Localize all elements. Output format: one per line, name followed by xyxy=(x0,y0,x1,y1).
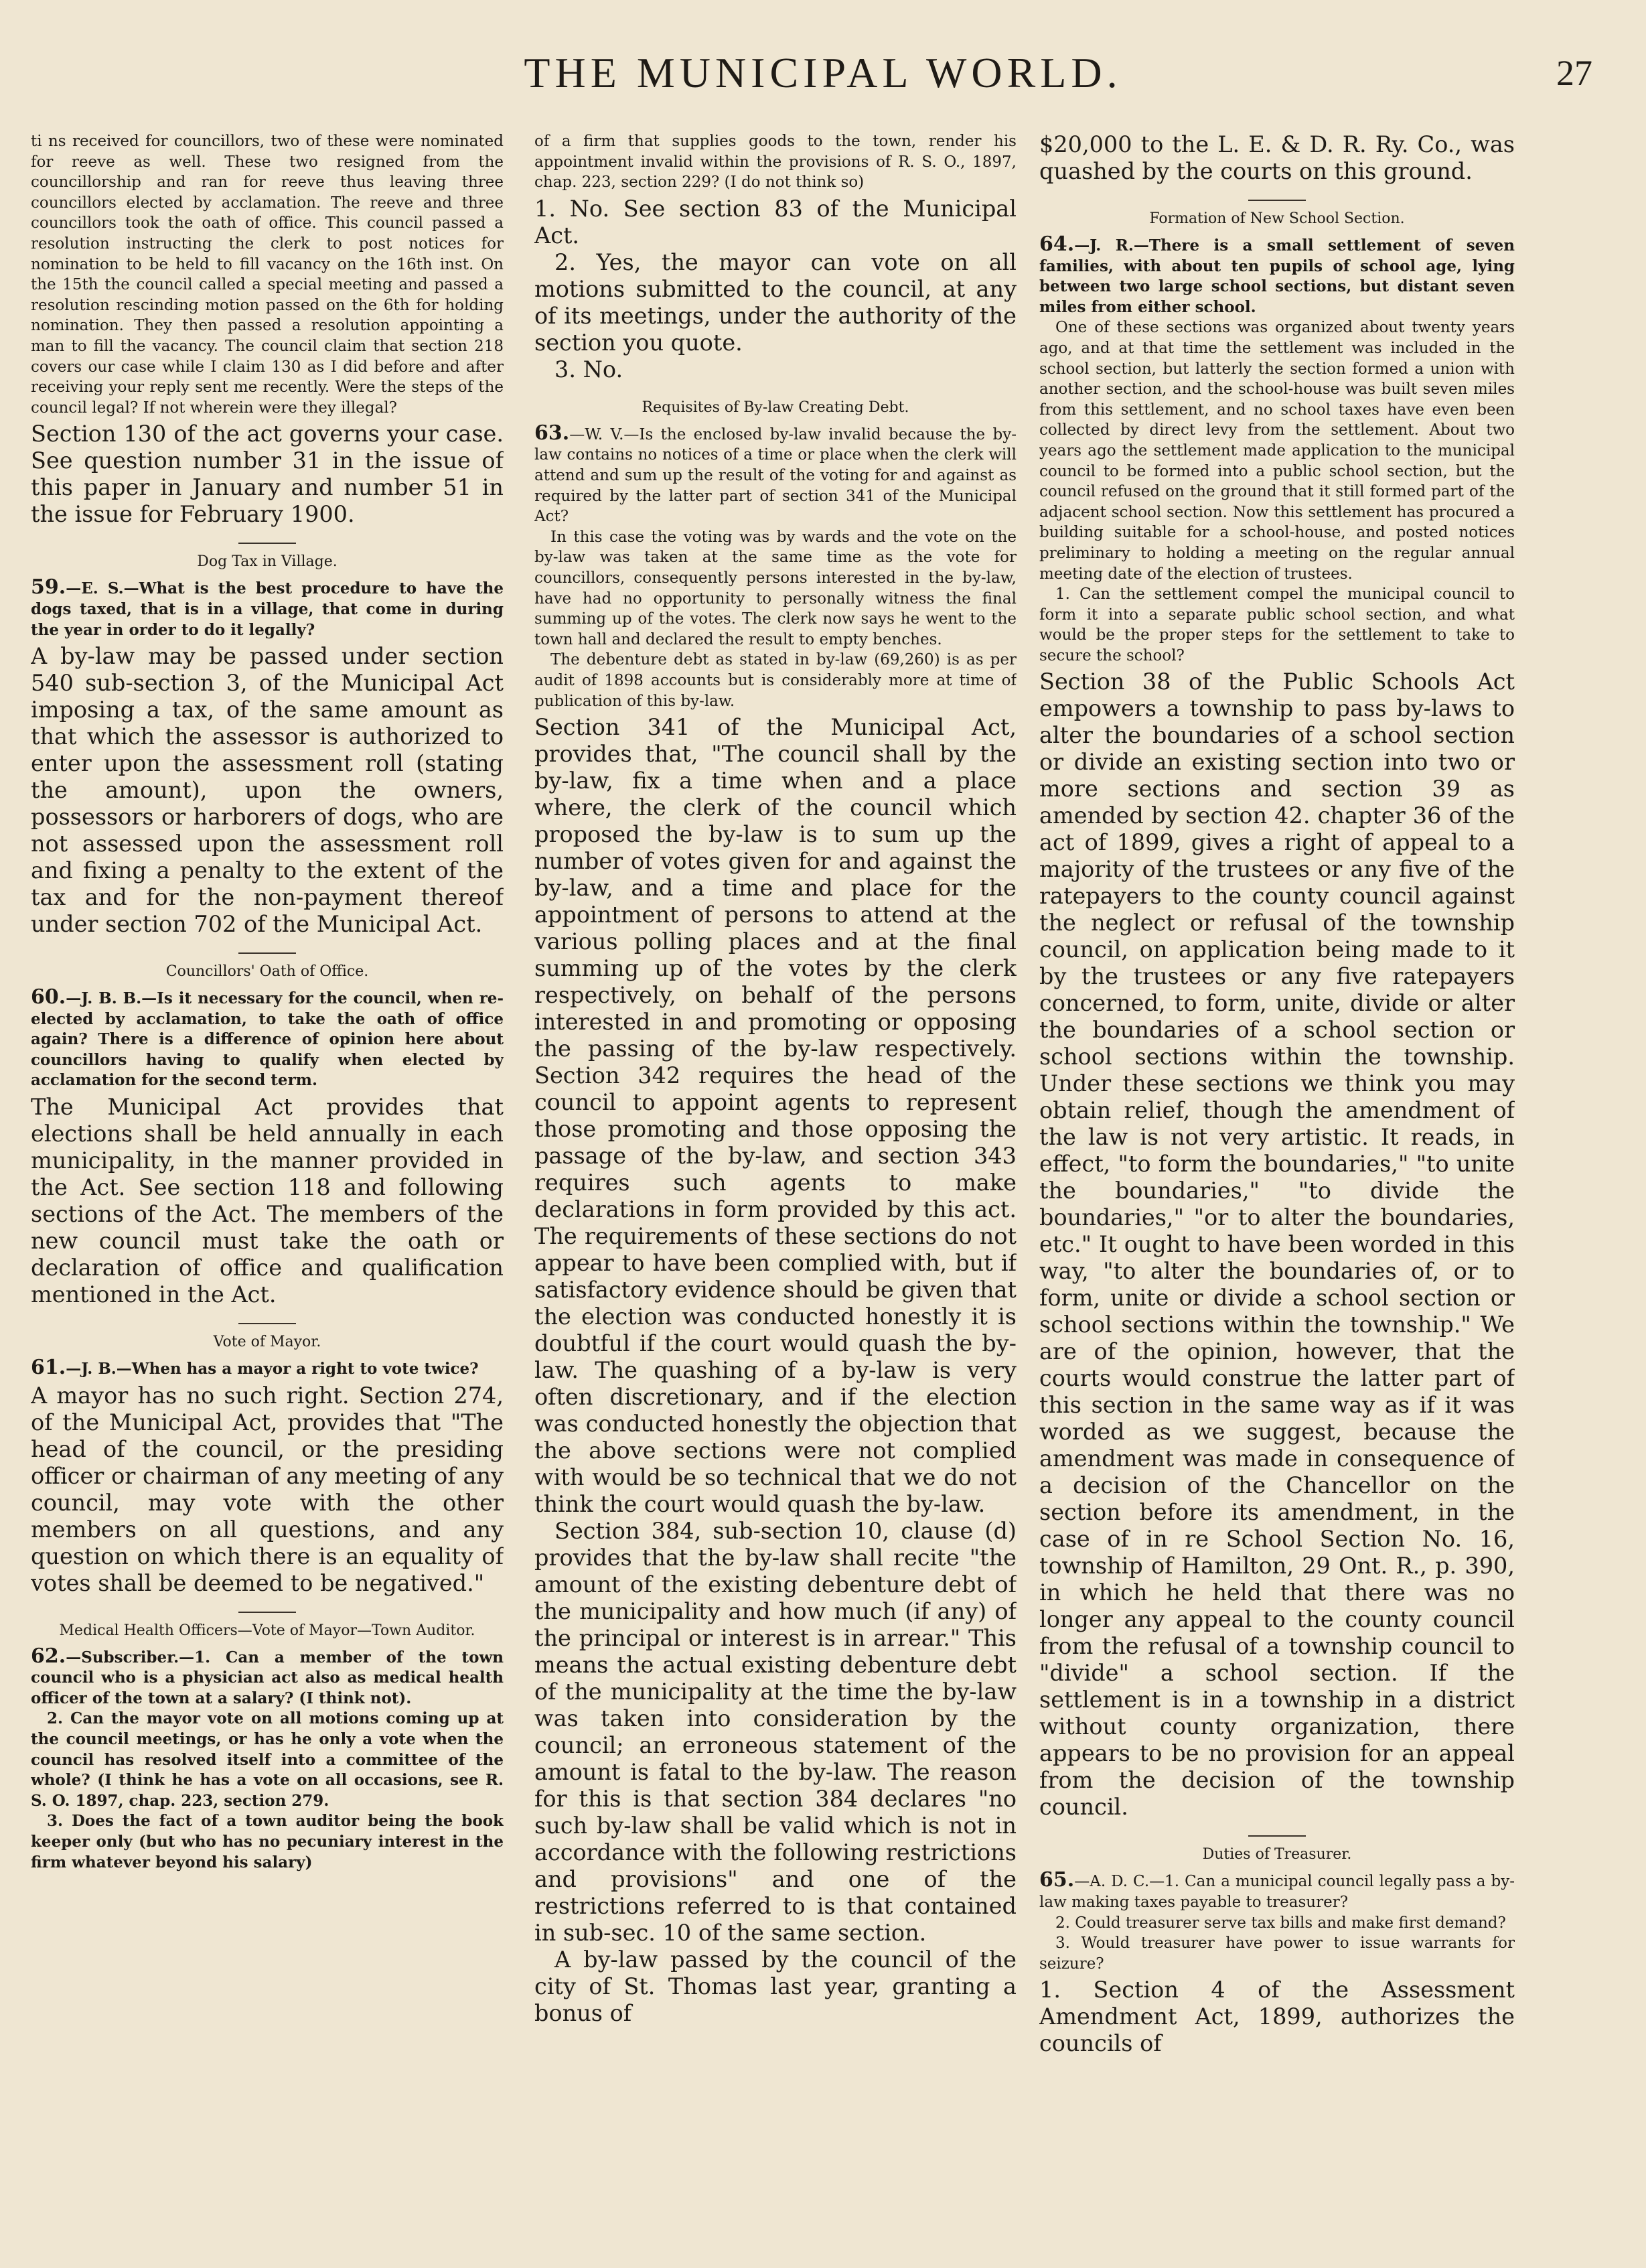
answer-text: A by-law passed by the council of the city of St. Thomas last year, granting a bonus of xyxy=(534,1946,1017,2027)
publication-title: THE MUNICIPAL WORLD. xyxy=(524,49,1122,96)
divider xyxy=(1248,200,1306,201)
section-heading: Medical Health Officers—Vote of Mayor—Town Auditor. xyxy=(59,1622,475,1639)
question xyxy=(1039,234,1515,317)
section-59 xyxy=(31,543,504,938)
divider xyxy=(238,1323,296,1324)
section-64 xyxy=(1039,200,1515,1821)
column-3 xyxy=(1039,131,1515,2241)
question-number: 60. xyxy=(31,985,66,1009)
section-heading: Dog Tax in Village. xyxy=(197,553,338,571)
section-heading: Requisites of By-law Creating Debt. xyxy=(642,399,909,416)
question-text: 2. Can the mayor vote on all motions coming up at the council meetings, or has he only a vote when the council has resolved itself into a committee of the whole? (I think he has a vote on all occasions, see R. S. O. 1897, chap. 223, section 279. xyxy=(31,1709,504,1810)
section-63 xyxy=(534,398,1017,2027)
question-text: —J. R.—There is a small settlement of seven families, with about ten pupils of school age, lying between two large school sections, but distant seven miles from either school. xyxy=(1039,236,1515,316)
answer-text: 2. Yes, the mayor can vote on all motions submitted to the council, at any of its meetings, under the authority of the section you quote. xyxy=(534,249,1017,356)
question-text: 1. Can the settlement compel the municipal council to form it into a separate public school section, and what would be the proper steps for the settlement to take to secure the school? xyxy=(1039,585,1515,664)
answer-text: Section 38 of the Public Schools Act empowers a township to pass by-laws to alter the boundaries of a school section or divide an existing section into two or more sections and section 39 as amended by section 42. chapter 36 of the act of 1899, gives a right of appeal to a majority of the trustees or any five of the ratepayers to the county council against the neglect or refusal of the township council, on application being made to it by the trustees or any five ratepayers concerned, to form, unite, divide or alter the boundaries of a school section or school sections within the township. Under these sections we think you may obtain relief, though the amendment of the law is not very artistic. It reads, in effect, "to form the boundaries," "to unite the boundaries," "to divide the boundaries," "or to alter the boundaries, etc." It ought to have been worded in this way, "to alter the boundaries of, or to form, unite or divide a school section or school sections within the township." We are of the opinion, however, that the courts would construe the latter part of this section in the same way as if it was worded as we suggest, because the amendment was made in consequence of a decision of the Chancellor on the section before its amendment, in the case of in re School Section No. 16, township of Hamilton, 29 Ont. R., p. 390, in which he held that there was no longer any appeal to the county council from the refusal of a township council to "divide" a school section. If the settlement is in a township in a district without county organization, there appears to be no provision for an appeal from the decision of the township council. xyxy=(1039,668,1515,1821)
question-text: 3. Would treasurer have power to issue warrants for seizure? xyxy=(1039,1934,1515,1973)
section-62 xyxy=(31,1612,504,1873)
section-heading: Duties of Treasurer. xyxy=(1202,1846,1352,1863)
question-text: In this case the voting was by wards and the vote on the by-law was taken at the same time as the vote for councillors, consequently persons interested in the by-law, have had no opportunity to personally witness the final summing up of the votes. The clerk now says he went to the town hall and declared the result to empty benches. xyxy=(534,528,1017,648)
question-number: 64. xyxy=(1039,232,1075,256)
answer-text: 1. No. See section 83 of the Municipal Act. xyxy=(534,195,1017,249)
answer-text: 1. Section 4 of the Assessment Amendment Act, 1899, authorizes the councils of xyxy=(1039,1977,1515,2057)
answer-text: A by-law may be passed under section 540 sub-section 3, of the Municipal Act imposing a tax, of the same amount as that which the assessor is authorized to enter upon the assessment roll (stating the amount), upon the owners, possessors or harborers of dogs, who are not assessed upon the assessment roll and fixing a penalty to the extent of the tax and for the non-payment thereof under section 702 of the Municipal Act. xyxy=(31,643,504,938)
question-text: —J. B. B.—Is it necessary for the council, when re-elected by acclamation, to take the oath of office again? There is a difference of opinion here about councillors having to qualify when elected by acclamation for the second term. xyxy=(31,989,504,1090)
question xyxy=(31,987,504,1091)
section-heading: Vote of Mayor. xyxy=(213,1334,321,1351)
section-61 xyxy=(31,1323,504,1597)
divider xyxy=(238,952,296,954)
question-number: 61. xyxy=(31,1356,66,1380)
question-text: The debenture debt as stated in by-law (69,260) is as per audit of 1898 accounts but is considerably more at time of publication of this by-law. xyxy=(534,651,1017,710)
question-text: —A. D. C.—1. Can a municipal council legally pass a by-law making taxes payable to treasurer? xyxy=(1039,1873,1515,1912)
section-60 xyxy=(31,952,504,1308)
answer-text: The Municipal Act provides that elections shall be held annually in each municipality, in the manner provided in the Act. See section 118 and following sections of the Act. The members of the new council must take the oath or declaration of office and qualification mentioned in the Act. xyxy=(31,1094,504,1308)
question-number: 62. xyxy=(31,1644,66,1668)
question-text: 2. Could treasurer serve tax bills and make first demand? xyxy=(1055,1914,1506,1932)
section-heading: Formation of New School Section. xyxy=(1149,210,1405,227)
question xyxy=(1039,1870,1515,1912)
section-65 xyxy=(1039,1835,1515,2057)
page-number: 27 xyxy=(1556,53,1592,93)
question-number: 65. xyxy=(1039,1868,1075,1892)
question-text: —Subscriber.—1. Can a member of the town council who is a physician act also as medical health officer of the town at a salary? (I think not). xyxy=(31,1648,504,1707)
question-number: 59. xyxy=(31,575,66,599)
question xyxy=(31,577,504,640)
column-1 xyxy=(31,131,504,2241)
question-text: One of these sections was organized about twenty years ago, and at that time the settlement was included in the school section, but latterly the section formed a union with another section, and the school-house was built seven miles from this settlement, and no school taxes have even been collected by direct levy from the settlement. About two years ago the settlement made application to the municipal council to be formed into a public school section, but the council refused on the ground that it still formed part of the adjacent school section. Now this settlement has procured a building suitable for a school-house, and posted notices preliminary to holding a meeting on the regular annual meeting date of the election of trustees. xyxy=(1039,319,1515,583)
question-text: ti ns received for councillors, two of these were nominated for reeve as well. These two resigned from the councillorship and ran for reeve thus leaving three councillors elected by acclamation. The reeve and three councillors took the oath of office. This council passed a resolution instructing the clerk to post notices for nomination to be held to fill vacancy on the 16th inst. On the 15th the council called a special meeting and passed a resolution rescinding motion passed on the 6th for holding nomination. They then passed a resolution appointing a man to fill the vacancy. The council claim that section 218 covers our case while I claim 130 as I did before and after receiving your reply sent me recently. Were the steps of the council legal? If not wherein were they illegal? xyxy=(31,133,504,417)
masthead xyxy=(27,48,1619,109)
column-2 xyxy=(534,131,1017,2241)
answer-text: A mayor has no such right. Section 274, of the Municipal Act, provides that "The head of the council, or the presiding officer or chairman of any meeting of any council, may vote with the other members on all questions, and any question on which there is an equality of votes shall be deemed to be negatived." xyxy=(31,1382,504,1596)
divider xyxy=(1248,1835,1306,1837)
answer-text: 3. No. xyxy=(554,356,623,382)
question-text: of a firm that supplies goods to the town, render his appointment invalid within the provisions of R. S. O., 1897, chap. 223, section 229? (I do not think so) xyxy=(534,133,1017,192)
divider xyxy=(238,1612,296,1613)
question xyxy=(534,423,1017,527)
answer-text: Section 130 of the act governs your case. See question number 31 in the issue of this paper in January and number 51 in the issue for February 1900. xyxy=(31,421,504,528)
question-text: —J. B.—When has a mayor a right to vote twice? xyxy=(66,1360,479,1378)
question xyxy=(31,1358,504,1380)
question-text: —E. S.—What is the best procedure to have the dogs taxed, that is in a village, that come in during the year in order to do it legally? xyxy=(31,579,504,639)
section-heading: Councillors' Oath of Office. xyxy=(165,963,369,981)
answer-text: $20,000 to the L. E. & D. R. Ry. Co., was quashed by the courts on this ground. xyxy=(1039,131,1515,184)
question-text: 3. Does the fact of a town auditor being the book keeper only (but who has no pecuniary interest in the firm whatever beyond his salary) xyxy=(31,1812,504,1871)
question-number: 63. xyxy=(534,421,570,445)
question xyxy=(31,1646,504,1709)
question-text: —W. V.—Is the enclosed by-law invalid because the by-law contains no notices of a time or place when the clerk will attend and sum up the result of the voting for and against as required by the latter part of section 341 of the Municipal Act? xyxy=(534,425,1017,526)
answer-text: Section 384, sub-section 10, clause (d) provides that the by-law shall recite "the amount of the existing debenture debt of the municipality and how much (if any) of the principal or interest is in arrear." This means the actual existing debenture debt of the municipality at the time the by-law was taken into consideration by the council; an erroneous statement of the amount is fatal to the by-law. The reason for this is that section 384 declares "no such by-law shall be valid which is not in accordance with the following restrictions and provisions" and one of the restrictions referred to is that contained in sub-sec. 10 of the same section. xyxy=(534,1518,1017,1946)
answer-text: Section 341 of the Municipal Act, provides that, "The council shall by the by-law, fix a time when and a place where, the clerk of the council which proposed the by-law is to sum up the number of votes given for and against the by-law, and a time and place for the appointment of persons to attend at the various polling places and at the final summing up of the votes by the clerk respectively, on behalf of the persons interested in and promoting or opposing the passing of the by-law respectively. Section 342 requires the head of the council to appoint agents to represent those promoting and those opposing the passage of the by-law, and section 343 requires such agents to make declarations in form provided by this act. The requirements of these sections do not appear to have been complied with, but if satisfactory evidence should be given that the election was conducted honestly it is doubtful if the court would quash the by-law. The quashing of a by-law is very often discretionary, and if the election was conducted honestly the objection that the above sections were not complied with would be so technical that we do not think the court would quash the by-law. xyxy=(534,714,1017,1518)
divider xyxy=(238,543,296,544)
